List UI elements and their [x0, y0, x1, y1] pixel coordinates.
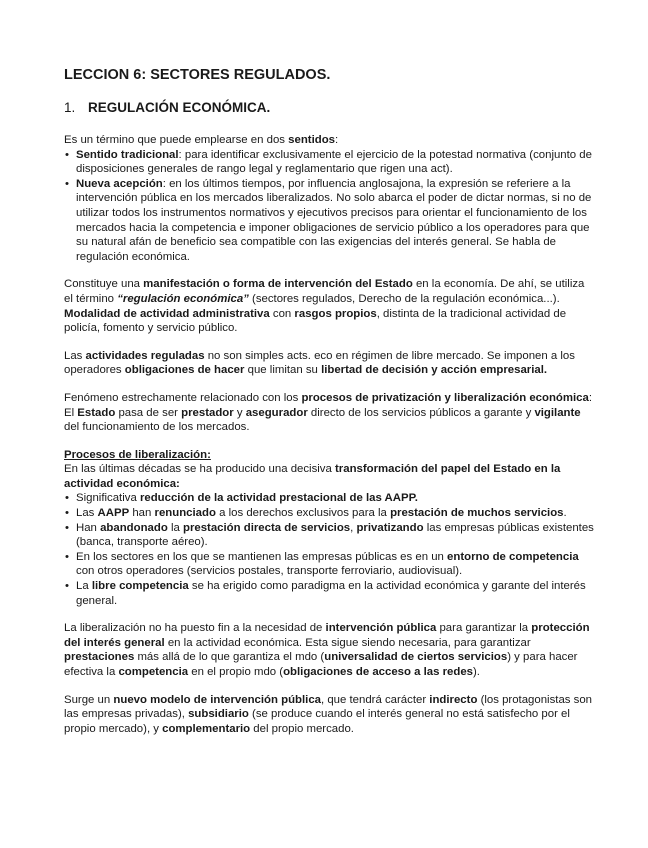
text-run: (los protagonistas son las empresas privadas), — [64, 693, 593, 721]
bold-text: reducción de la actividad prestacional de las AAPP. — [139, 492, 418, 505]
bold-text: Estado — [77, 406, 116, 419]
bold-text: protección del interés general — [64, 622, 590, 649]
intro-paragraph — [64, 133, 594, 148]
bold-text: obligaciones de acceso a las redes — [283, 666, 474, 678]
document-page — [64, 66, 594, 736]
text-run: no son simples acts. eco en régimen de libre mercado. Se imponen a los operadores — [64, 349, 575, 377]
list-item — [64, 506, 594, 521]
bold-text: Sentido tradicional — [76, 148, 179, 161]
text-run: del propio mercado. — [250, 722, 354, 735]
bold-text: sentidos — [288, 134, 336, 146]
text-run: y — [233, 406, 246, 419]
bold-text: prestaciones — [64, 651, 135, 664]
bold-text: intervención pública — [325, 622, 437, 635]
text-run: con — [269, 307, 295, 320]
bold-text: renunciado — [154, 507, 216, 520]
bold-text: libertad de decisión y acción empresarial. — [321, 364, 548, 377]
text-run: las empresas públicas existentes (banca, transporte aéreo). — [76, 521, 594, 549]
bold-text: manifestación o forma de intervención del Estado — [143, 278, 413, 291]
text-run: . — [563, 507, 567, 520]
bold-text: actividades reguladas — [85, 349, 205, 362]
fenomeno-paragraph — [64, 391, 594, 435]
text-run: La liberalización no ha puesto fin a la necesidad de — [64, 622, 326, 635]
text-run: La — [76, 580, 92, 593]
actividades-paragraph — [64, 349, 594, 378]
procesos-list — [64, 491, 594, 608]
bold-text: rasgos propios — [294, 307, 377, 320]
text-run: Las — [64, 349, 86, 362]
section-heading — [64, 99, 594, 117]
nuevo-modelo-paragraph — [64, 693, 594, 737]
bold-text: AAPP — [97, 507, 130, 520]
bold-text: abandonado — [100, 521, 168, 534]
text-run: (sectores regulados, Derecho de la regulación económica...). — [248, 292, 560, 305]
bold-text: transformación del papel del Estado en la actividad económica: — [64, 463, 561, 490]
bold-text: vigilante — [534, 406, 581, 419]
bold-text: entorno de competencia — [447, 550, 579, 563]
text-run: : en los últimos tiempos, por influencia anglosajona, la expresión se referiere a la intervención pública en los mercados liberalizados. No solo abarca el poder de dictar normas, si no de utilizar todos los instrumentos normativos y ejecutivos precisos para orientar el funcionamiento de los mercados hacia la competencia e imponer obligaciones de servicio público a los operadores para que su natural afán de beneficio sea compatible con las exigencias del interés general. Se habla de regulación económica. — [76, 177, 592, 263]
text-run: que limitan su — [244, 364, 322, 377]
bold-text: obligaciones de hacer — [124, 364, 245, 377]
manifestacion-paragraph — [64, 277, 594, 335]
text-run: para garantizar la — [436, 622, 532, 635]
bold-text: Nueva acepción — [76, 177, 163, 190]
liberalizacion-paragraph — [64, 621, 594, 679]
bold-text: privatizando — [356, 521, 424, 534]
text-run: : para identificar exclusivamente el ejercicio de la potestad normativa (conjunto de disposiciones generales de rango legal y reglamentario que rigen una act). — [76, 148, 592, 176]
lesson-title: LECCION 6: SECTORES REGULADOS. — [64, 67, 331, 83]
text-run: del funcionamiento de los mercados. — [64, 421, 250, 434]
list-item — [64, 148, 594, 177]
bold-text: complementario — [162, 722, 251, 735]
text-run: en la economía. De ahí, se utiliza el término — [64, 278, 585, 305]
section-title: REGULACIÓN ECONÓMICA. — [88, 100, 271, 115]
text-run: Significativa — [76, 492, 140, 505]
bold-text: universalidad de ciertos servicios — [324, 651, 508, 664]
bold-text: prestación directa de servicios — [182, 521, 351, 534]
list-item — [64, 521, 594, 550]
bold-text: Modalidad de actividad administrativa — [64, 307, 270, 320]
section-number: 1. — [64, 100, 76, 115]
text-run: , que tendrá carácter — [321, 693, 430, 706]
text-run: ) y para hacer efectiva la — [64, 651, 578, 678]
text-run: con otros operadores (servicios postales, transporte ferroviario, audiovisual). — [76, 565, 463, 578]
text-run: en la actividad económica. Esta sigue siendo necesaria, para garantizar — [164, 636, 531, 649]
bold-text: subsidiario — [188, 708, 249, 721]
text-run: más allá de lo que garantiza el mdo ( — [134, 651, 325, 664]
text-run: a los derechos exclusivos para la — [215, 507, 391, 520]
bold-text: libre competencia — [91, 580, 189, 593]
text-run: ). — [473, 666, 480, 678]
text-run: , — [350, 521, 357, 534]
bold-text: indirecto — [429, 693, 478, 706]
procesos-paragraph — [64, 448, 594, 492]
text-run: pasa de ser — [115, 406, 182, 419]
list-item — [64, 550, 594, 579]
list-item — [64, 491, 594, 506]
bold-text: asegurador — [245, 406, 308, 419]
bold-text: prestador — [181, 406, 234, 419]
text-run: Surge un — [64, 693, 114, 706]
text-run: Han — [76, 521, 101, 534]
text-run: En los sectores en los que se mantienen las empresas públicas es en un — [76, 550, 448, 563]
text-run: Constituye una — [64, 278, 144, 291]
text-run: (se produce cuando el interés general no está satisfecho por el propio mercado), y — [64, 708, 570, 735]
text-run: En las últimas décadas se ha producido una decisiva — [64, 463, 336, 476]
subheading-text: Procesos de liberalización: — [64, 448, 211, 461]
text-run: Fenómeno estrechamente relacionado con los — [64, 391, 302, 404]
list-item — [64, 579, 594, 608]
text-run: han — [129, 507, 155, 520]
text-run: la — [167, 521, 183, 534]
text-run: directo de los servicios públicos a garante y — [307, 406, 535, 419]
bold-text: competencia — [118, 666, 189, 678]
bold-text: “regulación económica” — [117, 292, 249, 305]
bold-text: prestación de muchos servicios — [390, 507, 564, 520]
bold-text: nuevo modelo de intervención pública — [113, 693, 322, 706]
text-run: se ha erigido como paradigma en la actividad económica y garante del interés general. — [76, 580, 586, 607]
text-run: Las — [76, 507, 98, 520]
bold-text: procesos de privatización y liberalización económica — [301, 391, 589, 404]
text-run: en el propio mdo ( — [188, 666, 284, 678]
sentidos-list — [64, 148, 594, 265]
text-run: Es un término que puede emplearse en dos — [64, 134, 289, 146]
text-run: , distinta de la tradicional actividad de policía, fomento y servicio público. — [64, 307, 567, 335]
text-run: : — [335, 134, 339, 146]
list-item — [64, 177, 594, 265]
text-run: : El — [64, 391, 593, 419]
